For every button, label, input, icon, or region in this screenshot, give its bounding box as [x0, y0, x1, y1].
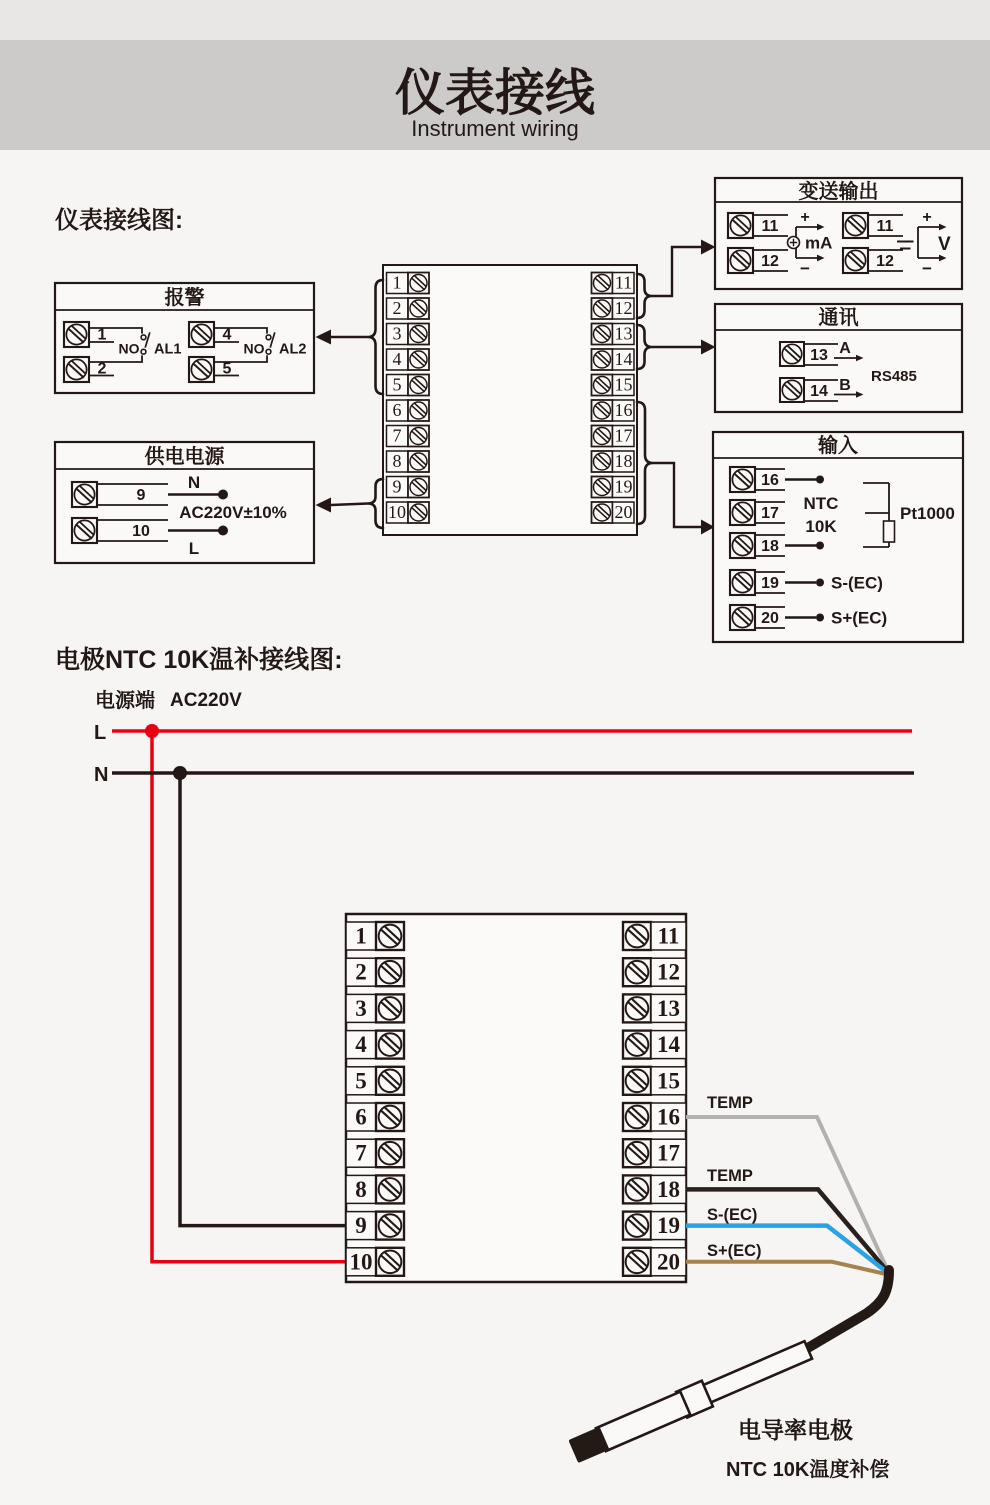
transmit-terminal-11: 11 [761, 218, 779, 235]
power-spec-label: AC220V±10% [179, 503, 287, 522]
screw-icon [64, 322, 89, 347]
power-box [55, 442, 314, 563]
screw-icon [728, 248, 753, 273]
live-junction-dot [145, 724, 159, 738]
no-contact-label: NO [118, 340, 140, 357]
s-plus-wire-label: S+(EC) [707, 1242, 762, 1260]
screw-icon [728, 213, 753, 238]
plus-label: + [922, 209, 932, 226]
alarm-terminal-5: 5 [222, 360, 232, 378]
ntc-label-line1: NTC [803, 494, 839, 513]
lower-terminal-block [346, 914, 686, 1282]
plus-label: + [800, 209, 810, 226]
alarm-box [55, 283, 314, 393]
terminal-number: 12 [657, 959, 680, 985]
comm-box [715, 304, 962, 412]
screw-icon [843, 248, 868, 273]
input-terminal-18: 18 [761, 538, 779, 555]
neutral-line-label: N [94, 764, 109, 786]
terminal-number: 6 [392, 400, 402, 420]
terminal-number: 18 [657, 1176, 680, 1202]
terminal-number: 2 [392, 298, 402, 318]
terminal-number: 18 [614, 451, 633, 471]
volt-label: V [938, 234, 951, 255]
terminal-number: 15 [657, 1068, 680, 1094]
terminal-number: 13 [614, 323, 633, 344]
terminal-number: 3 [355, 995, 367, 1021]
comm-terminal-13: 13 [810, 347, 828, 364]
input-box [713, 432, 963, 642]
temp18-label: TEMP [707, 1167, 753, 1185]
terminal-number: 19 [657, 1213, 680, 1239]
diagram1-heading: 仪表接线图: [55, 207, 183, 234]
alarm-box-title: 报警 [164, 287, 205, 309]
power-box-title: 供电电源 [144, 446, 225, 468]
minus-label: − [922, 259, 932, 278]
screw-icon [730, 570, 755, 595]
terminal-number: 10 [349, 1249, 373, 1275]
pt1000-label: Pt1000 [900, 504, 955, 523]
terminal-number: 20 [657, 1249, 680, 1275]
terminal-number: 5 [355, 1068, 367, 1094]
screw-icon [843, 213, 868, 238]
live-label: L [188, 539, 200, 558]
page-title: 仪表接线 [395, 65, 595, 121]
screw-icon [730, 533, 755, 558]
terminal-number: 1 [355, 923, 367, 949]
terminal-number: 14 [657, 1032, 680, 1058]
screw-icon [189, 357, 214, 382]
transmit-box-title: 变送输出 [798, 181, 879, 203]
terminal-number: 16 [657, 1104, 680, 1130]
terminal-number: 19 [614, 476, 633, 497]
input-terminal-16: 16 [761, 472, 779, 489]
terminal-number: 17 [657, 1140, 680, 1166]
terminal-number: 7 [355, 1140, 367, 1166]
no-contact-label: NO [243, 340, 265, 357]
terminal-number: 3 [392, 323, 402, 344]
input-terminal-17: 17 [761, 505, 779, 522]
terminal-number: 17 [614, 425, 633, 446]
comm-box-title: 通讯 [818, 307, 859, 329]
screw-icon [730, 605, 755, 630]
temp16-label: TEMP [707, 1094, 753, 1112]
terminal-number: 2 [355, 959, 367, 985]
input-terminal-19: 19 [761, 575, 779, 592]
screw-icon [72, 482, 97, 507]
terminal-number: 8 [355, 1176, 367, 1202]
ma-label: mA [805, 233, 833, 253]
source-voltage-label: AC220V [170, 690, 242, 711]
live-line-label: L [94, 722, 107, 744]
main-terminal-block [383, 265, 637, 535]
screw-icon [780, 378, 804, 402]
input-box-title: 输入 [818, 435, 858, 457]
s-plus-label: S+(EC) [831, 608, 888, 628]
screw-icon [730, 500, 755, 525]
screw-icon [780, 342, 804, 366]
terminal-number: 4 [392, 349, 402, 369]
s-minus-label: S-(EC) [831, 573, 883, 593]
alarm-terminal-2: 2 [97, 360, 107, 378]
terminal-number: 14 [614, 349, 633, 369]
screw-icon [64, 357, 89, 382]
rs485-b-label: B [839, 377, 851, 394]
rs485-a-label: A [839, 340, 851, 357]
electrode-title: 电导率电极 [738, 1417, 853, 1443]
rs485-label: RS485 [871, 368, 917, 385]
neutral-junction-dot [173, 766, 187, 780]
terminal-number: 4 [355, 1032, 367, 1058]
power-terminal-10: 10 [132, 523, 150, 540]
terminal-number: 10 [388, 502, 406, 522]
terminal-number: 16 [614, 400, 633, 420]
ntc-label-line2: 10K [805, 517, 837, 536]
screw-icon [72, 518, 97, 543]
terminal-number: 11 [657, 923, 680, 949]
alarm-terminal-4: 4 [222, 326, 232, 344]
neutral-label: N [187, 473, 201, 492]
terminal-number: 7 [392, 425, 402, 446]
electrode-subtitle: NTC 10K温度补偿 [726, 1459, 890, 1481]
terminal-number: 20 [614, 502, 633, 522]
al1-label: AL1 [154, 341, 182, 358]
terminal-number: 12 [614, 298, 633, 318]
power-terminal-9: 9 [136, 487, 146, 504]
terminal-number: 1 [392, 272, 402, 293]
terminal-number: 15 [614, 374, 633, 395]
transmit-output-box [715, 178, 962, 289]
terminal-number: 8 [392, 451, 402, 471]
terminal-number: 6 [355, 1104, 367, 1130]
transmit-terminal-12v: 12 [876, 253, 894, 270]
terminal-number: 13 [657, 995, 680, 1021]
header-top-strip [0, 0, 990, 40]
screw-icon [189, 322, 214, 347]
minus-label: − [800, 259, 810, 278]
input-terminal-20: 20 [761, 610, 779, 627]
terminal-number: 11 [614, 272, 633, 293]
terminal-number: 5 [392, 374, 402, 395]
transmit-terminal-11v: 11 [876, 218, 894, 235]
transmit-terminal-12: 12 [761, 253, 779, 270]
source-label: 电源端 [95, 690, 155, 712]
terminal-number: 9 [355, 1213, 367, 1239]
al2-label: AL2 [279, 341, 307, 358]
terminal-number: 9 [392, 476, 402, 497]
page-subtitle: Instrument wiring [411, 116, 579, 141]
diagram2-heading: 电极NTC 10K温补接线图: [55, 646, 343, 674]
s-minus-wire-label: S-(EC) [707, 1206, 758, 1224]
screw-icon [730, 467, 755, 492]
alarm-terminal-1: 1 [97, 326, 107, 344]
comm-terminal-14: 14 [810, 383, 828, 400]
